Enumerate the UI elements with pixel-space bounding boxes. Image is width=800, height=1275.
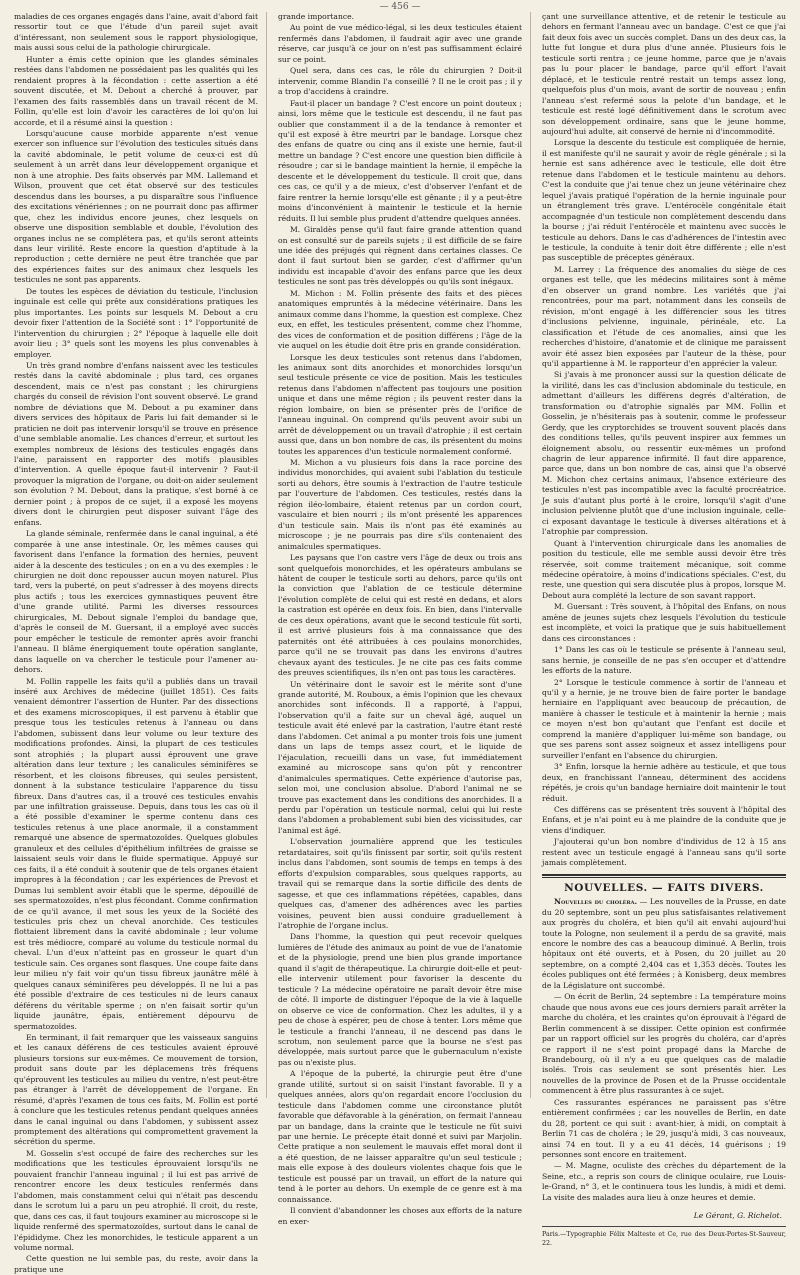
paragraph: M. Larrey : La fréquence des anomalies du siège de ces organes est telle, que les médecins militaires sont à même d'en observer un grand nombre. Les variétés que j'ai rencontrées, pour ma part, notamment dans les conseils de révision, m'ont engagé à les différencier sous les titres d'inclusions pelvienne, inguinale, périnéale, etc. La classification et l'étude de ces anomalies, ainsi que les recherches d'histoire, d'anatomie et de clinique me paraissent avoir été assez bien exposées par l'auteur de la thèse, pour qu'il appartienne à M. le rapporteur d'en apprécier la valeur. (542, 264, 786, 368)
paragraph: Quant à l'intervention chirurgicale dans les anomalies de position du testicule, elle me semble aussi devoir être très réservée, soit comme traitement mécanique, soit comme médecine opératoire, à moins d'indications spéciales. C'est, du reste, une question qui sera discutée plus à propos, lorsque M. Debout aura complété la lecture de son savant rapport. (542, 538, 786, 600)
paragraph: 1° Dans les cas où le testicule se présente à l'anneau seul, sans hernie, je conseille de ne pas s'en occuper et d'attendre les efforts de la nature. (542, 645, 786, 676)
paragraph: Hunter a émis cette opinion que les glandes séminales restées dans l'abdomen ne possédaient pas les qualités qui les rendaient propres à la fécondation : cette assertion a été souvent discutée, et M. Debout a cherché à prouver, par l'examen des faits rassemblés dans un travail récent de M. Follin, qu'elle est loin d'avoir les caractères de loi qu'on lui accorde, et il a résumé ainsi la question : (14, 54, 258, 127)
section-rule (542, 877, 786, 878)
paragraph: çant une surveillance attentive, et de retenir le testicule au dehors en fermant l'anneau avec un bandage. C'est ce que j'ai fait deux fois avec un succès complet. Dans un des deux cas, la lutte fut longue et dura plus d'une année. Plusieurs fois le testicule sorti rentra ; ce jeune homme, parce que je n'avais pas lu pour placer le bandage, parce qu'il effort l'avait déplacé, et le testicule rentré restait un temps assez long, quelquefois plus d'un mois, avant de sortir de nouveau ; enfin l'anneau s'est refermé sous la pelote d'un bandage, et le testicule est resté logé définitivement dans le scrotum avec son développement ordinaire, sans que le jeune homme, aujourd'hui adulte, ait conservé de hernie ni d'incommodité. (542, 12, 786, 136)
paragraph: Au point de vue médico-légal, si les deux testicules étaient renfermés dans l'abdomen, il faudrait agir avec une grande réserve, car jusqu'à ce jour on n'est pas suffisamment éclairé sur ce point. (278, 23, 522, 64)
printer-imprint: Paris.—Typographie Félix Malteste et Ce, rue des Deux-Portes-St-Sauveur, 22. (542, 1230, 786, 1247)
paragraph: Lorsque les deux testicules sont retenus dans l'abdomen, les animaux sont dits anorchides et monorchides lorsqu'un seul testicule présente ce vice de position. Mais les testicules retenus dans l'abdomen n'affectent pas toujours une position unique et dans une même région ; ils peuvent rester dans la région lombaire, on bien se présenter près de l'orifice de l'anneau inguinal. On comprend qu'ils peuvent avoir subi un arrêt de développement ou un travail d'atrophie ; il est certain aussi que, dans un bon nombre de cas, ils présentent du moins toutes les apparences d'un testicule normalement conformé. (278, 352, 522, 456)
paragraph: Faut-il placer un bandage ? C'est encore un point douteux ; ainsi, lors même que le testicule est descendu, il ne faut pas oublier que constamment il a de la tendance à remonter et qu'il est exposé à être meurtri par le bandage. Lorsque chez des enfans de quatre ou cinq ans il existe une hernie, faut-il mettre un bandage ? C'est encore une question bien difficile à résoudre ; car si le bandage maintient la hernie, il empêche la descente et le développement du testicule. Il croit que, dans ces cas, ce qu'il y a de mieux, c'est d'observer l'enfant et de faire rentrer la hernie lorsqu'elle est gênante ; il y a peut-être moins d'inconvénient à maintenir le testicule et la hernie réduits. Il lui semble plus prudent d'attendre quelques années. (278, 98, 522, 223)
paragraph: Quel sera, dans ces cas, le rôle du chirurgien ? Doit-il intervenir, comme Blandin l'a conseillé ? Il ne le croit pas ; il y a trop d'accidens à craindre. (278, 66, 522, 97)
paragraph: J'ajouterai qu'un bon nombre d'individus de 12 à 15 ans restent avec un testicule engagé à l'anneau sans qu'il sorte jamais complètement. (542, 837, 786, 868)
news-item (542, 992, 786, 1097)
paragraph: M. Michon a vu plusieurs fois dans la race porcine des individus monorchides, qui avaient subi l'ablation du testicule sorti au dehors, être soumis à l'extraction de l'autre testicule par l'ouverture de l'abdomen. Ces testicules, restés dans la région iléo-lombaire, étaient retenus par un cordon court, vasculaire et bien nourri ; ils m'ont présenté les apparences d'un testicule sain. Mais ils n'ont pas été examinés au microscope ; je ne pourrais pas dire s'ils contenaient des animalcules spermatiques. (278, 458, 522, 551)
section-rule (542, 874, 786, 876)
paragraph: Un vétérinaire dont le savoir est le mérite sont d'une grande autorité, M. Rouboux, a émis l'opinion que les chevaux anorchides sont inféconds. Il a rapporté, à l'appui, l'observation qu'il a faite sur un cheval âgé, auquel un testicule avait été enlevé par la castration, l'autre étant resté dans l'abdomen. Cet animal a pu monter trois fois une jument dans un laps de temps assez court, et le liquide de l'éjaculation, recueilli dans un vase, fut immédiatement examiné au microscope sans qu'on pût y rencontrer d'animalcules spermatiques. Cette expérience d'autorise pas, selon moi, une conclusion absolue. D'abord l'animal ne se trouve pas exactement dans les conditions des anorchides. Il a perdu par l'opération un testicule normal, celui qui lui reste dans l'abdomen a probablement subi bien des vicissitudes, car l'animal est âgé. (278, 679, 522, 835)
paragraph: M. Michon : M. Follin présente des faits et des pièces anatomiques empruntés à la médecine vétérinaire. Dans les animaux comme dans l'homme, la question est complexe. Chez eux, en effet, les testicules présentent, comme chez l'homme, des vices de conformation et de position différens ; l'âge de la vie auquel on les étudie doit être pris en grande considération. (278, 288, 522, 351)
news-item (542, 1161, 786, 1203)
news-item-text: Ces rassurantes espérances ne paraissent pas s'être entièrement confirmées ; car les nouvelles de Berlin, en date du 28, portent ce qui suit : avant-hier, à midi, on comptait à Berlin 71 cas de choléra ; le 29, jusqu'à midi, 3 cas nouveaux, ainsi 74 en tout. Il y a eu 41 décès, 14 guérisons ; 19 personnes sont encore en traitement. (542, 1097, 786, 1160)
paragraph: Dans l'homme, la question qui peut recevoir quelques lumières de l'étude des animaux au point de vue de l'anatomie et de la physiologie, prend une bien plus grande importance quand il s'agit de thérapeutique. La chirurgie doit-elle et peut-elle intervenir utilement pour favoriser la descente du testicule ? La médecine opératoire ne paraît devoir être mise de côté. Il importe de distinguer l'époque de la vie à laquelle on observe ce vice de conformation. Chez les adultes, il y a peu de chose à espérer, peu de chose à tenter. Lors même que le testicule a franchi l'anneau, il ne descend pas dans le scrotum, non seulement parce que la bourse ne s'est pas développée, mais surtout parce que le gubernaculum n'existe pas ou n'existe plus. (278, 932, 522, 1067)
paragraph: Cette question ne lui semble pas, du reste, avoir dans la pratique une (14, 1254, 258, 1274)
paragraph: M. Guersant : Très souvent, à l'hôpital des Enfans, on nous amène de jeunes sujets chez lesquels l'évolution du testicule est incomplète, et voici la pratique que je suis habituellement dans ces circonstances : (542, 602, 786, 643)
paragraph: Lorsqu'aucune cause morbide apparente n'est venue exercer son influence sur l'évolution des testicules situés dans la cavité abdominale, le petit volume de ceux-ci est dû seulement à un arrêt dans leur développement organique et non à une atrophie. Des faits observés par MM. Lallemand et Wilson, prouvent que cet état observé sur des testicules descendus dans les bourses, a pu disparaître sous l'influence des excitations vénériennes ; on ne pourrait donc pas affirmer que, chez les individus encore jeunes, chez lesquels on observe une disposition semblable et double, l'évolution des organes inclus ne se complétera pas, et qu'ils seront atteints dans leur virilité. Reste encore la question d'aptitude à la reproduction ; cette dernière ne peut être tranchée que par des expériences faites sur des animaux chez lesquels les testicules ne sont pas apparents. (14, 128, 258, 285)
paragraph: 2° Lorsque le testicule commence à sortir de l'anneau et qu'il y a hernie, je ne trouve bien de faire porter le bandage herniaire en l'appliquant avec beaucoup de précaution, de manière à chasser le testicule et à maintenir la hernie ; mais ce moyen n'est bon qu'autant que l'enfant est docile et comprend la manière d'appliquer lui-même son bandage, ou que ses parens sont assez soigneux et assez intelligens pour surveiller l'enfant en l'absence du chirurgien. (542, 677, 786, 760)
paragraph: L'observation journalière apprend que les testicules retardataires, soit qu'ils finissent par sortir, soit qu'ils restent inclus dans l'abdomen, sont soumis de temps en temps à des efforts d'expulsion comparables, sous quelques rapports, au travail qui se remarque dans la sortie difficile des dents de sagesse, et que ces inflammations répétées, capables, dans quelques cas, d'amener des adhérences avec les parties voisines, peuvent bien aussi conduire graduellement à l'atrophie de l'organe inclus. (278, 837, 522, 930)
paragraph: 3° Enfin, lorsque la hernie adhère au testicule, et que tous deux, en franchissant l'anneau, déterminent des accidens répétés, je crois qu'un bandage herniaire doit maintenir le tout réduit. (542, 762, 786, 803)
page-number: — 456 — (379, 2, 421, 12)
paragraph: Si j'avais à me prononcer aussi sur la question délicate de la virilité, dans les cas d'inclusion abdominale du testicule, en admettant d'ailleurs les différens degrés d'altération, de transformation ou d'atrophie signalés par MM. Follin et Gosselin, je n'hésiterais pas à soutenir, comme le professeur Gerdy, que les cryptorchides se trouvent souvent placés dans des conditions telles, qu'ils peuvent inspirer aux femmes un éloignement absolu, ou ressentir eux-mêmes un profond chagrin de leur apparence infirmité. Il faut dire apparence, parce que, dans un bon nombre de cas, ainsi que l'a observé M. Michon chez certains animaux, l'absence extérieure des testicules n'est pas incompatible avec la faculté procréatrice. Je suis d'autant plus porté à le croire, lorsqu'il s'agit d'une inclusion pelvienne plutôt que d'une inclusion inguinale, celle-ci exposant davantage le testicule à diverses altérations et à l'atrophie par compression. (542, 370, 786, 537)
paragraph: M. Gosselin s'est occupé de faire des recherches sur les modifications que les testicules éprouvaient lorsqu'ils ne pouvaient franchir l'anneau inguinal ; il lui est pas arrivé de rencontrer encore les deux testicules renfermés dans l'abdomen, mais constamment celui qui n'était pas descendu dans le scrotum lui a paru un peu atrophié. Il croit, du reste, que, dans ces cas, il faut toujours examiner au microscope si le liquide renfermé des spermatozoïdes, surtout dans le canal de l'épididyme. Chez les monorchides, le testicule apparent a un volume normal. (14, 1148, 258, 1253)
paragraph: Il convient d'abandonner les choses aux efforts de la nature en exer- (278, 1206, 522, 1226)
paragraph: De toutes les espèces de déviation du testicule, l'inclusion inguinale est celle qui prête aux considérations pratiques les plus importantes. Les points sur lesquels M. Debout a cru devoir fixer l'attention de la Société sont : 1° l'opportunité de l'intervention du chirurgien ; 2° l'époque à laquelle elle doit avoir lieu ; 3° quels sont les moyens les plus convenables à employer. (14, 286, 258, 359)
paragraph: La glande séminale, renfermée dans le canal inguinal, a été comparée à une anse intestinale. Or, les mêmes causes qui favorisent dans l'enfance la formation des hernies, peuvent aider à la descente des testicules ; on en a vu des exemples : le chirurgien ne doit donc repousser aucun moyen naturel. Plus tard, vers la puberté, on peut s'adresser à des moyens directs plus actifs ; tous les exercices gymnastiques peuvent être d'une grande utilité. Parmi les diverses ressources chirurgicales, M. Debout signale l'emploi du bandage que, d'après le conseil de M. Guersant, il a employé avec succès pour empêcher le testicule de remonter après avoir franchi l'anneau. Il blâme énergiquement toute opération sanglante, dans laquelle on va chercher le testicule pour l'amener au-dehors. (14, 529, 258, 675)
news-section-title: NOUVELLES. — FAITS DIVERS. (564, 881, 764, 894)
paragraph: En terminant, il fait remarquer que les vaisseaux sanguins et les canaux déférens de ces testicules avaient éprouvé plusieurs torsions sur eux-mêmes. Ce mouvement de torsion, produit sans doute par les déplacemens très fréquens qu'éprouvent les testicules au milieu du ventre, n'est peut-être pas étranger à l'arrêt de développement de l'organe. En résumé, d'après l'examen de tous ces faits, M. Follin est porté à conclure que les testicules retenus pendant quelques années dans le canal inguinal ou dans l'abdomen, y subissent assez promptement des altérations qui compromettent gravement la sécrétion du sperme. (14, 1032, 258, 1147)
paragraph: M. Follin rappelle les faits qu'il a publiés dans un travail inséré aux Archives de médecine (juillet 1851). Ces faits venaient démontrer l'assertion de Hunter. Par des dissections et des examens microscopiques, il est parvenu à établir que presque tous les testicules retenus à l'anneau ou dans l'abdomen, subissent dans leur volume ou leur texture des modifications profondes. Ainsi, la plupart de ces testicules sont atrophiés ; la plupart aussi éprouvent une grave altération dans leur texture ; les canalicules séminifères se résorbent, et les cloisons fibreuses, qui seules persistent, donnent à la substance testiculaire l'apparence du tissu fibreux. Dans d'autres cas, il a trouvé ces testicules envahis par une infiltration graisseuse. Depuis, dans tous les cas où il a été possible d'examiner le sperme contenu dans ces testicules retenus à une place anormale, il a constamment remarqué une absence de spermatozoïdes. Quelques globules granuleux et des cellules d'épithélium infiltrées de graisse se laissaient seuls voir dans le fluide spermatique. Appuyé sur ces faits, il a été conduit à soutenir que de tels organes étaient impropres à la fécondation ; car les expériences de Prevost et Dumas lui semblent avoir établi que le sperme, dépouillé de ses spermatozoïdes, n'est plus fécondant. Comme confirmation de ce qu'il avance, il met sous les yeux de la Société des testicules pris chez un cheval anorchide. Ces testicules flottaient librement dans la cavité abdominale ; leur volume est très médiocre, comparé au volume du testicule normal du cheval. L'un d'eux n'atteint pas en grosseur le quart d'un testicule sain. Ces organes sont flasques. Une coupe faite dans leur milieu n'y fait voir qu'un tissu fibreux jaunâtre mêlé à quelques canaux séminifères peu développés. Il ne lui a pas été possible d'extraire de ces testicules ni de leurs canaux déférens du véritable sperme ; on n'en faisait sortir qu'un liquide jaunâtre, épais, entièrement dépourvu de spermatozoïdes. (14, 676, 258, 1031)
paragraph: Lorsque la descente du testicule est compliquée de hernie, il est manifeste qu'il ne saurait y avoir de règle générale ; si la hernie est sans adhérence avec le testicule, elle doit être retenue dans l'abdomen et le testicule maintenu au dehors. C'est la conduite que j'ai tenue chez un jeune vétérinaire chez lequel j'avais pratiqué l'opération de la hernie inguinale pour un étranglement très grave. L'entérocèle congénitale était accompagnée d'un testicule non complètement descendu dans la bourse ; j'ai réduit l'entérocèle et maintenu avec succès le testicule au dehors. Dans le cas d'adhérences de l'intestin avec le testicule, la conduite à tenir doit être différente ; elle n'est pas susceptible de préceptes généraux. (542, 138, 786, 263)
column-rule (530, 12, 531, 1098)
news-item-lead: Nouvelles du choléra. (554, 897, 638, 907)
paragraph: maladies de ces organes engagés dans l'aine, avait d'abord fait ressortir tout ce que l'étude d'un pareil sujet avait d'intéressant, non seulement sous le rapport physiologique, mais aussi sous celui de la pathologie chirurgicale. (14, 12, 258, 53)
paragraph: grande importance. (278, 12, 355, 21)
news-item (542, 897, 786, 991)
manager-signature: Le Gérant, G. Richelot. (693, 1211, 782, 1221)
paragraph: A l'époque de la puberté, la chirurgie peut être d'une grande utilité, surtout si on saisit l'instant favorable. Il y a quelques années, alors qu'on regardait encore l'occlusion du testicule dans l'abdomen comme une circonstance plutôt favorable que défavorable à la génération, on fermait l'anneau par un bandage, dans la crainte que le testicule ne fût suivi par une hernie. Le précepte était donné et suivi par Marjolin. Cette pratique a non seulement le mauvais effet moral dont il a été question, de ne laisser apparaître qu'un seul testicule ; mais elle expose à des douleurs violentes chaque fois que le testicule est poussé par un travail, un effort de la nature qui tend à le porter au dehors. Un exemple de ce genre est à ma connaissance. (278, 1069, 522, 1204)
news-item-text: — On écrit de Berlin, 24 septembre : La température moins chaude que nous avons eue ces jours derniers paraît arrêter la marche du choléra, et les craintes qu'on éprouvait à l'égard de Berlin commencent à se dissiper. Cette opinion est confirmée par un rapport officiel sur les progrès du choléra, car d'après ce rapport il ne s'est point propagé dans la Marche de Brandebourg, où il n'y a eu que quelques cas de maladie isolés. Trois cas seulement se sont présentés hier. Les nouvelles de la province de Posen et de la Prusse occidentale commencent à être plus rassurantes à ce sujet. (542, 992, 786, 1096)
paragraph: Les paysans que l'on castre vers l'âge de deux ou trois ans sont quelquefois monorchides, et les opérateurs ambulans se hâtent de couper le testicule sorti au dehors, parce qu'ils ont la conviction que l'ablation de ce testicule détermine l'évolution complète de celui qui est resté en dedans, et alors la castration est opérée en deux fois. En bien, dans l'intervalle de ces deux opérations, avant que le second testicule fût sorti, il est arrivé plusieurs fois à ma connaissance que des paternités ont été attribuées à ces poulains monorchides, parce qu'il ne se trouvait pas dans les environs d'autres chevaux ayant des testicules. Je ne cite pas ces faits comme des preuves scientifiques, ils n'en ont pas tous les caractères. (278, 553, 522, 678)
footer-rule (542, 1226, 786, 1227)
column-1 (14, 12, 258, 1274)
paragraph: Un très grand nombre d'enfans naissent avec les testicules restés dans la cavité abdominale ; plus tard, ces organes descendent, mais ce n'est pas constant ; les chirurgiens chargés du conseil de révision l'ont souvent observé. Le grand nombre de déviations que M. Debout a pu examiner dans divers services des hôpitaux de Paris lui fait demander si le praticien ne doit pas intervenir lorsqu'il se trouve en présence d'une semblable anomalie. Les chances d'erreur, et surtout les exemples nombreux de lésions des testicules engagés dans l'aine, paraissent en rapporter des motifs plausibles d'intervention. A quelle époque faut-il intervenir ? Faut-il provoquer la migration de l'organe, ou doit-on aider seulement son évolution ? M. Debout, dans la pratique, s'est borné à ce dernier point ; à propos de ce sujet, il a exposé les moyens divers dont le chirurgien peut disposer suivant l'âge des enfans. (14, 360, 258, 527)
news-item-text: — M. Magne, oculiste des crèches du département de la Seine, etc., a repris son cours de clinique oculaire, rue Louis-le-Grand, n° 3, et le continuera tous les lundis, à midi et demi. La visite des malades aura lieu à onze heures et demie. (542, 1161, 786, 1202)
news-item (542, 1098, 786, 1161)
paragraph: Ces différens cas se présentent très souvent à l'hôpital des Enfans, et je n'ai point eu à me plaindre de la conduite que je viens d'indiquer. (542, 804, 786, 835)
column-3 (542, 12, 786, 1247)
news-item-text: — Les nouvelles de la Prusse, en date du 20 septembre, sont un peu plus satisfaisantes relativement aux progrès du choléra, et bien qu'il ait envahi aujourd'hui toute la Pologne, non seulement il a perdu de sa gravité, mais encore le nombre des cas a beaucoup diminué. A Berlin, trois hôpitaux ont été ouverts, et à Posen, du 20 juillet au 20 septembre, on a compté 2,404 cas et 1,353 décès. Toutes les écoles publiques ont été fermées ; à Konisberg, deux membres de la Législature ont succombé. (542, 897, 786, 990)
column-2 (278, 12, 522, 1226)
column-rule (266, 12, 267, 1098)
paragraph: M. Giraldès pense qu'il faut faire grande attention quand on est consulté sur de pareils sujets ; il est difficile de se faire une idée des préjugés qui règnent dans certaines classes. Ce dont il faut surtout bien se garder, c'est d'affirmer qu'un individu est incapable d'avoir des enfans parce que les deux testicules ne sont pas très développés ou qu'ils sont inégaux. (278, 225, 522, 287)
